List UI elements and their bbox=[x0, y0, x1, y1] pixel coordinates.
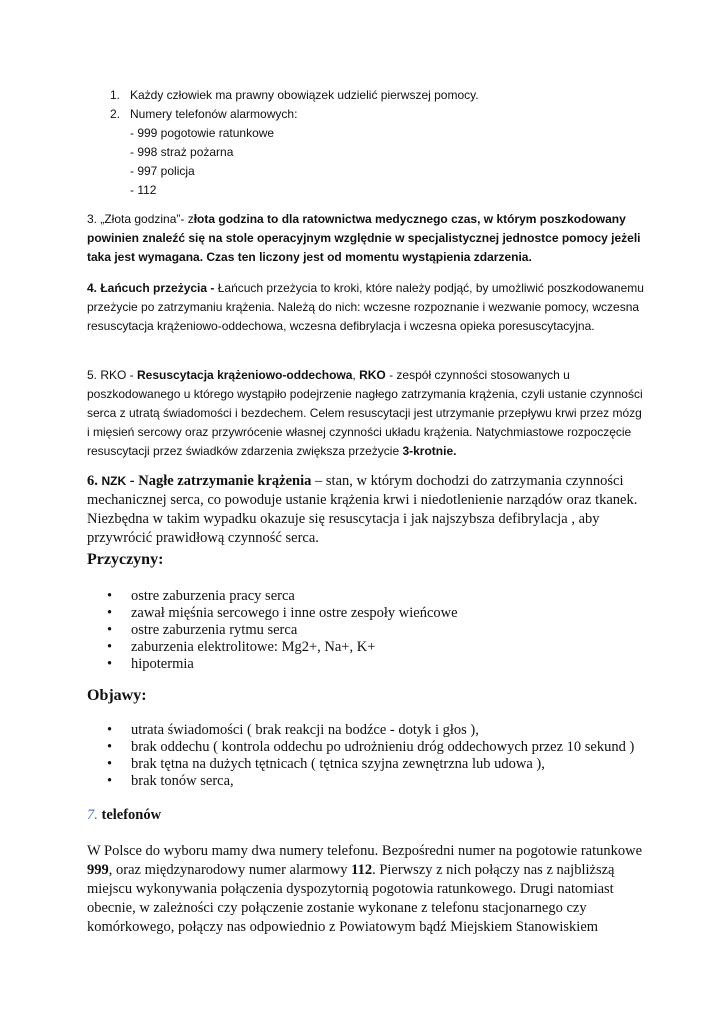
number-bold: 999 bbox=[87, 862, 109, 878]
list-text: Numery telefonów alarmowych: bbox=[130, 107, 298, 121]
phone-item: - 997 policja bbox=[130, 164, 195, 178]
numbered-list bbox=[110, 86, 479, 200]
list-item: • zaburzenia elektrolitowe: Mg2+, Na+, K+ bbox=[87, 639, 458, 656]
phone-item: - 998 straż pożarna bbox=[130, 145, 234, 159]
text-run: , oraz międzynarodowy numer alarmowy bbox=[108, 862, 352, 878]
text-run: . Pierwszy z nich połączy nas z najbliższą miejscu wykonywania połączenia dyspozytornią pogotowia ratunkowego. Drugi natomiast obecnie, w zależności czy połączenie zostanie wykonane z telefonu stacjonarnego czy komórkowego, połączy nas odpowiednio z Powiatowym bądź Miejskiem Stanowiskiem bbox=[87, 862, 615, 935]
paragraph-nzk bbox=[87, 472, 657, 548]
paragraph-body: łota godzina to dla ratownictwa medycznego czas, w którym poszkodowany powinien znaleźć się na stole operacyjnym względnie w specjalistycznej jednostce pomocy jeżeli taka jest wymagana. Czas ten liczony jest od momentu wystąpienia zdarzenia. bbox=[87, 212, 641, 264]
section-7-heading bbox=[87, 806, 161, 825]
list-item: • hipotermia bbox=[87, 656, 458, 673]
paragraph-heading: 4. Łańcuch przeżycia - bbox=[87, 281, 215, 295]
causes-heading: Przyczyny: bbox=[87, 551, 164, 568]
list-item bbox=[110, 105, 479, 124]
list-item: • brak tonów serca, bbox=[87, 773, 634, 790]
paragraph-body: Łańcuch przeżycia to kroki, które należy podjąć, by umożliwić poszkodowanemu przeżycie po zatrzymaniu krążenia. Należą do nich: wczesne rozpoznanie i wezwanie pomocy, wczesna resuscytacja krążeniowo-oddechowa, wczesna defibrylacja i wczesna opieka poresuscytacyjna. bbox=[87, 281, 644, 333]
paragraph-chain-of-survival bbox=[87, 279, 647, 336]
section-title: telefonów bbox=[97, 807, 162, 823]
comma: , bbox=[352, 368, 360, 382]
term-bold: Resuscytacja krążeniowo-oddechowa bbox=[137, 368, 353, 382]
list-item: • brak oddechu ( kontrola oddechu po udrożnieniu dróg oddechowych przez 10 sekund ) bbox=[87, 739, 634, 756]
phone-item: - 112 bbox=[130, 183, 157, 197]
paragraph-lead: 5. RKO - bbox=[87, 368, 138, 382]
section-number: 7. bbox=[87, 807, 98, 823]
paragraph-body: - zespół czynności stosowanych u poszkodowanego u którego wystąpiło podejrzenie nagłego zatrzymania krążenia, czyli ustanie czynności serca z utratą świadomości i bezdechem. Celem resuscytacji jest utrzymanie przepływu krwi przez mózg i mięsień sercowy oraz przywrócenie własnej czynności układu krążenia. Natychmiastowe rozpoczęcie resuscytacji przez świadków zdarzenia zwiększa przeżycie bbox=[87, 368, 643, 458]
paragraph-phones bbox=[87, 842, 647, 937]
symptoms-heading: Objawy: bbox=[87, 687, 147, 704]
list-item: • ostre zaburzenia rytmu serca bbox=[87, 622, 458, 639]
number-bold: 112 bbox=[351, 862, 373, 878]
symptoms-list bbox=[87, 722, 634, 790]
list-item: • ostre zaburzenia pracy serca bbox=[87, 588, 458, 605]
paragraph-heading: - Nagłe zatrzymanie krążenia bbox=[126, 473, 312, 489]
list-item: • zawał mięśnia sercowego i inne ostre zespoły wieńcowe bbox=[87, 605, 458, 622]
paragraph-lead: 3. „Złota godzina”- z bbox=[87, 212, 194, 226]
term-bold: RKO bbox=[359, 368, 386, 382]
term-bold: 3-krotnie. bbox=[402, 444, 457, 458]
paragraph-golden-hour bbox=[87, 210, 647, 267]
list-text: Każdy człowiek ma prawny obowiązek udzielić pierwszej pomocy. bbox=[130, 88, 479, 102]
list-item: • brak tętna na dużych tętnicach ( tętnica szyjna zewnętrzna lub udowa ), bbox=[87, 756, 634, 773]
abbreviation: NZK bbox=[101, 474, 127, 488]
list-number: 1. bbox=[110, 88, 121, 102]
list-item bbox=[110, 86, 479, 105]
text-run: W Polsce do wyboru mamy dwa numery telefonu. Bezpośredni numer na pogotowie ratunkowe bbox=[87, 843, 643, 859]
causes-list bbox=[87, 588, 458, 673]
phone-item: - 999 pogotowie ratunkowe bbox=[130, 126, 275, 140]
list-item: • utrata świadomości ( brak reakcji na bodźce - dotyk i głos ), bbox=[87, 722, 634, 739]
paragraph-body: – stan, w którym dochodzi do zatrzymania czynności mechanicznej serca, co powoduje ustanie krążenia krwi i niedotlenienie narządów oraz tkanek. Niezbędna w takim wypadku okazuje się resuscytacja i jak najszybsza defibrylacja , aby przywrócić prawidłową czynność serca. bbox=[87, 473, 638, 546]
list-number: 2. bbox=[110, 107, 121, 121]
paragraph-rko bbox=[87, 366, 647, 461]
paragraph-number: 6. bbox=[87, 473, 102, 489]
